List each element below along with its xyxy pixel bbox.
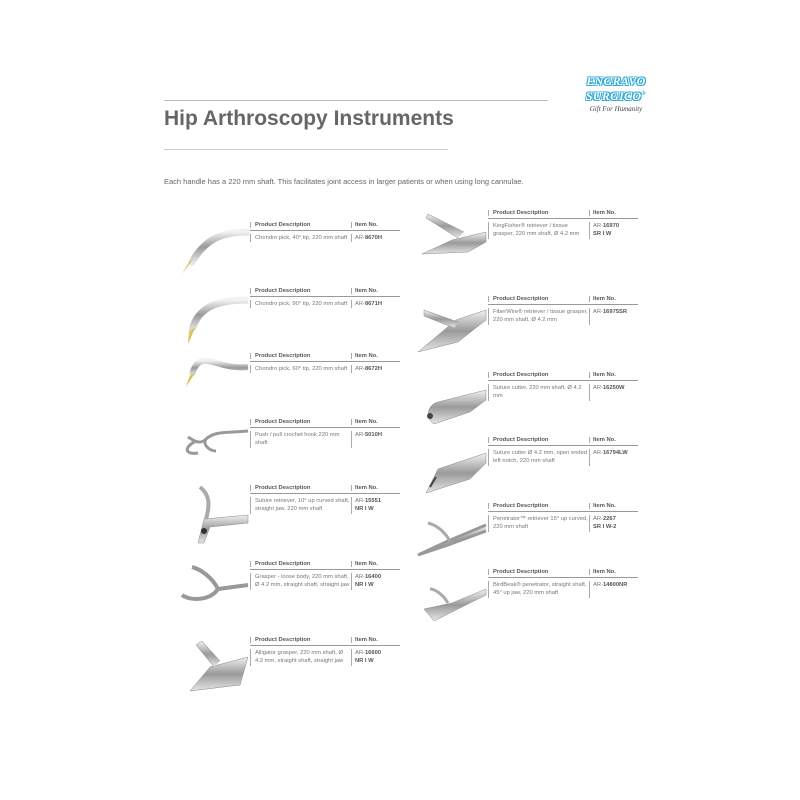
item-number: AR-16600 NR I W bbox=[351, 649, 400, 666]
page-title: Hip Arthroscopy Instruments bbox=[164, 107, 454, 130]
product-item-right-5 bbox=[408, 503, 638, 563]
header-product-description: Product Description bbox=[250, 561, 351, 567]
product-table bbox=[488, 437, 638, 466]
product-description: Alligator grasper, 220 mm shaft, Ø 4.2 mm, straight shaft, straight jaw bbox=[250, 649, 351, 666]
birdbeak-penetrator-icon bbox=[408, 569, 488, 629]
fiberwire-retriever-icon bbox=[408, 296, 488, 356]
item-number: AR-16975SR bbox=[589, 308, 638, 325]
crochet-hook-icon bbox=[170, 419, 250, 479]
logo-tagline: Gift For Humanity bbox=[589, 105, 643, 113]
product-description: Suture cutter Ø 4.2 mm, open ended left notch, 220 mm shaft bbox=[488, 449, 589, 466]
product-description: Suture cutter, 220 mm shaft, Ø 4.2 mm bbox=[488, 384, 589, 401]
product-item-left-1 bbox=[170, 222, 400, 282]
product-table bbox=[250, 288, 400, 308]
product-item-left-5 bbox=[170, 485, 400, 545]
product-item-right-3 bbox=[408, 372, 638, 432]
item-number: AR-8671H bbox=[351, 300, 400, 308]
header-item-no: Item No. bbox=[351, 222, 400, 228]
product-description: KingFisher® retriever / tissue grasper, 220 mm shaft, Ø 4.2 mm bbox=[488, 222, 589, 239]
header-product-description: Product Description bbox=[250, 222, 351, 228]
item-number: AR-8670H bbox=[351, 234, 400, 242]
product-description: Suture retriever, 10° up curved shaft, straight jaw, 220 mm shaft bbox=[250, 497, 351, 514]
product-table bbox=[250, 353, 400, 373]
product-description: Chondro pick, 90° tip, 220 mm shaft bbox=[250, 300, 351, 308]
suture-retriever-icon bbox=[170, 485, 250, 545]
suture-cutter-notch-icon bbox=[408, 437, 488, 497]
header-product-description: Product Description bbox=[250, 353, 351, 359]
header-product-description: Product Description bbox=[488, 569, 589, 575]
header-product-description: Product Description bbox=[488, 503, 589, 509]
header-item-no: Item No. bbox=[589, 296, 638, 302]
product-table bbox=[250, 561, 400, 590]
chondro-pick-60-icon bbox=[170, 353, 250, 413]
header-item-no: Item No. bbox=[351, 485, 400, 491]
grasper-loose-body-icon bbox=[170, 561, 250, 621]
header-item-no: Item No. bbox=[351, 561, 400, 567]
intro-text: Each handle has a 220 mm shaft. This facilitates joint access in larger patients or when using long cannulae. bbox=[164, 177, 524, 186]
brand-logo bbox=[566, 74, 666, 113]
header-product-description: Product Description bbox=[488, 210, 589, 216]
header-product-description: Product Description bbox=[488, 372, 589, 378]
product-table bbox=[250, 637, 400, 666]
header-item-no: Item No. bbox=[589, 569, 638, 575]
item-number: AR-5010H bbox=[351, 431, 400, 448]
product-table bbox=[488, 210, 638, 239]
product-item-left-2 bbox=[170, 288, 400, 348]
header-product-description: Product Description bbox=[250, 485, 351, 491]
header-product-description: Product Description bbox=[488, 296, 589, 302]
header-item-no: Item No. bbox=[351, 288, 400, 294]
divider-title bbox=[164, 149, 448, 150]
product-item-left-3 bbox=[170, 353, 400, 413]
divider-top bbox=[164, 100, 548, 101]
product-description: Push / pull crochet hook 220 mm shaft bbox=[250, 431, 351, 448]
product-table bbox=[488, 569, 638, 598]
product-description: FiberWire® retriever / tissue grasper, 220 mm shaft, Ø 4.2 mm bbox=[488, 308, 589, 325]
product-item-left-4 bbox=[170, 419, 400, 479]
item-number: AR-14800NR bbox=[589, 581, 638, 598]
header-product-description: Product Description bbox=[250, 637, 351, 643]
item-number: AR-16794LW bbox=[589, 449, 638, 466]
header-product-description: Product Description bbox=[250, 419, 351, 425]
product-description: Penetrator™ retriever 15° up curved, 220 mm shaft bbox=[488, 515, 589, 532]
header-item-no: Item No. bbox=[589, 437, 638, 443]
header-item-no: Item No. bbox=[351, 419, 400, 425]
product-table bbox=[488, 503, 638, 532]
item-number: AR-16970 SR I W bbox=[589, 222, 638, 239]
product-item-right-2 bbox=[408, 296, 638, 356]
product-description: Grasper - loose body, 220 mm shaft, Ø 4.2 mm, straight shaft, straight jaw bbox=[250, 573, 351, 590]
product-item-left-7 bbox=[170, 637, 400, 697]
header-product-description: Product Description bbox=[488, 437, 589, 443]
item-number: AR-16400 NR I W bbox=[351, 573, 400, 590]
alligator-grasper-icon bbox=[170, 637, 250, 697]
product-table bbox=[488, 296, 638, 325]
header-product-description: Product Description bbox=[250, 288, 351, 294]
item-number: AR-15551 NR I W bbox=[351, 497, 400, 514]
product-table bbox=[488, 372, 638, 401]
header-item-no: Item No. bbox=[351, 353, 400, 359]
product-description: BirdBeak® penetrator, straight shaft, 45° up jaw, 220 mm shaft bbox=[488, 581, 589, 598]
logo-brand-name: ENGRAVO SURGICO® bbox=[585, 74, 647, 103]
header-item-no: Item No. bbox=[589, 210, 638, 216]
product-item-left-6 bbox=[170, 561, 400, 621]
header-item-no: Item No. bbox=[351, 637, 400, 643]
chondro-pick-90-icon bbox=[170, 288, 250, 348]
product-table bbox=[250, 419, 400, 448]
item-number: AR-8672H bbox=[351, 365, 400, 373]
item-number: AR-16250W bbox=[589, 384, 638, 401]
product-table bbox=[250, 222, 400, 242]
item-number: AR-2267 SR I W-2 bbox=[589, 515, 638, 532]
kingfisher-retriever-icon bbox=[408, 210, 488, 270]
product-item-right-1 bbox=[408, 210, 638, 270]
penetrator-retriever-icon bbox=[408, 503, 488, 563]
product-description: Chondro pick, 60° tip, 220 mm shaft bbox=[250, 365, 351, 373]
chondro-pick-40-icon bbox=[170, 222, 250, 282]
product-description: Chondro pick, 40° tip, 220 mm shaft bbox=[250, 234, 351, 242]
product-table bbox=[250, 485, 400, 514]
product-item-right-4 bbox=[408, 437, 638, 497]
product-item-right-6 bbox=[408, 569, 638, 629]
header-item-no: Item No. bbox=[589, 372, 638, 378]
suture-cutter-icon bbox=[408, 372, 488, 432]
header-item-no: Item No. bbox=[589, 503, 638, 509]
